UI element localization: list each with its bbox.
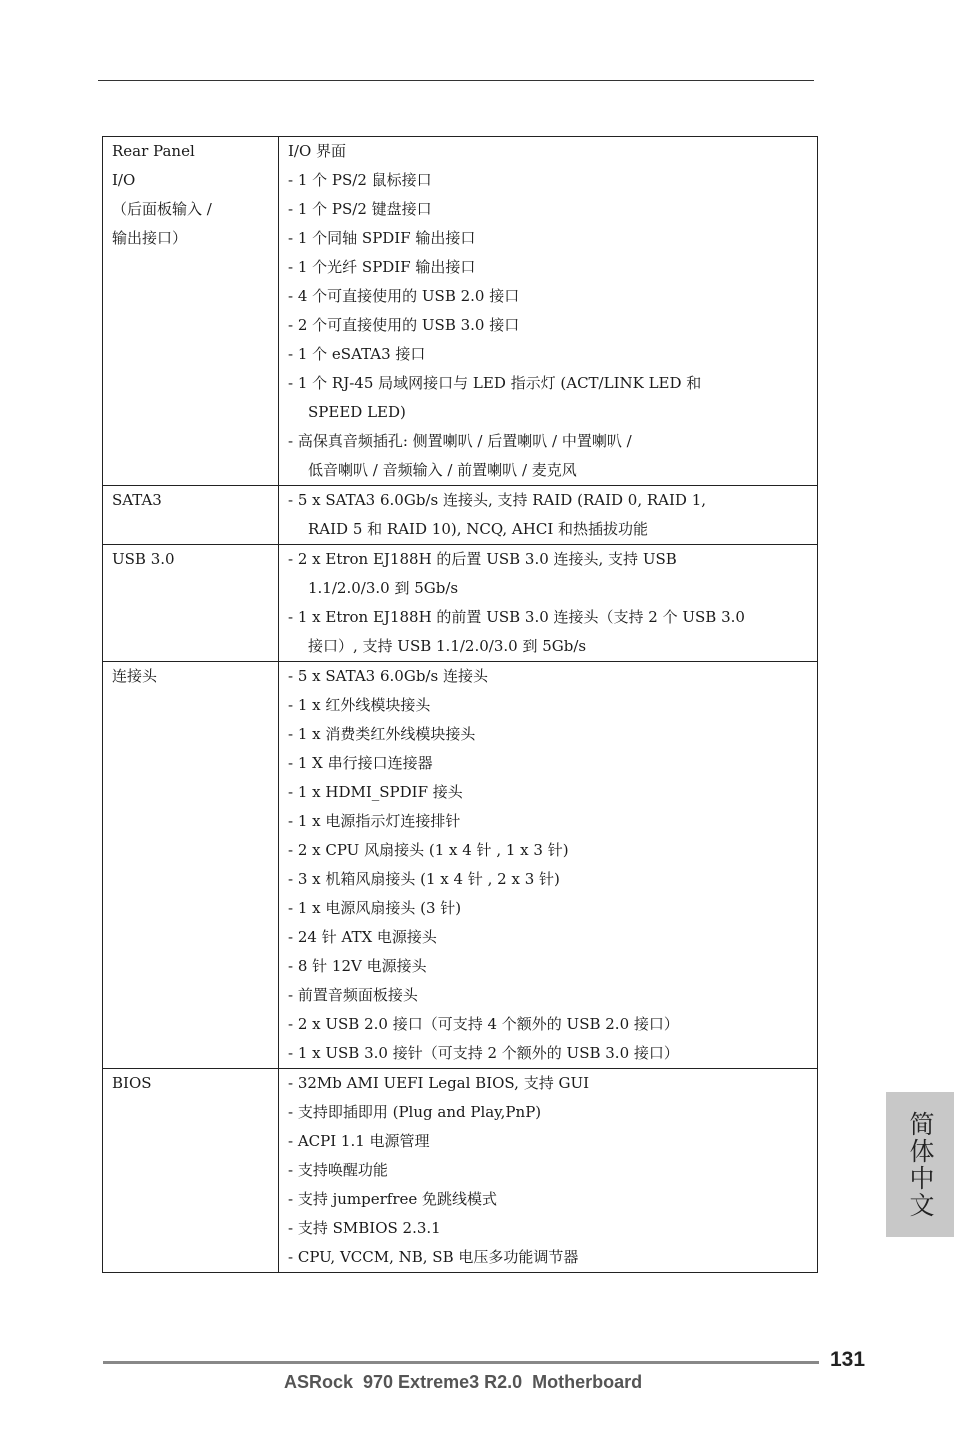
spec-value-line: - 1 x Etron EJ188H 的前置 USB 3.0 连接头（支持 2 个 USB 3.0 bbox=[288, 608, 745, 626]
spec-label: BIOS bbox=[112, 1074, 152, 1092]
page-number: 131 bbox=[830, 1348, 866, 1371]
spec-value-line: - 1 个同轴 SPDIF 输出接口 bbox=[288, 229, 476, 247]
spec-value-line: - 1 个 RJ-45 局域网接口与 LED 指示灯 (ACT/LINK LED 和 bbox=[288, 374, 702, 392]
spec-label-cell bbox=[103, 1069, 279, 1273]
spec-label-cell bbox=[103, 545, 279, 662]
footer-title: ASRock 970 Extreme3 R2.0 Motherboard bbox=[284, 1372, 643, 1392]
spec-value-line: - 1 x 电源指示灯连接排针 bbox=[288, 812, 461, 830]
spec-table-body bbox=[103, 137, 818, 1273]
spec-row bbox=[103, 545, 818, 662]
top-rule bbox=[98, 80, 814, 81]
spec-row bbox=[103, 1069, 818, 1273]
spec-value-line: - 3 x 机箱风扇接头 (1 x 4 针 , 2 x 3 针) bbox=[288, 870, 560, 888]
spec-value-line: - 1 x 电源风扇接头 (3 针) bbox=[288, 899, 462, 917]
spec-label: SATA3 bbox=[112, 491, 162, 509]
spec-value-cell bbox=[279, 137, 818, 486]
spec-value-line: I/O 界面 bbox=[288, 142, 347, 160]
spec-value-line: - 1 x 红外线模块接头 bbox=[288, 696, 431, 714]
spec-value-cell bbox=[279, 486, 818, 545]
spec-value-line: - 支持 jumperfree 免跳线模式 bbox=[288, 1190, 498, 1208]
spec-value-line: - 支持唤醒功能 bbox=[288, 1161, 388, 1179]
spec-value-line: - 支持 SMBIOS 2.3.1 bbox=[288, 1219, 441, 1237]
spec-label: USB 3.0 bbox=[112, 550, 175, 568]
spec-label: 输出接口） bbox=[112, 229, 188, 247]
spec-label: Rear Panel bbox=[112, 142, 195, 160]
spec-value-line: - 2 x USB 2.0 接口（可支持 4 个额外的 USB 2.0 接口） bbox=[288, 1015, 679, 1033]
language-tab-label: 简体中文 bbox=[906, 1110, 935, 1219]
spec-row bbox=[103, 662, 818, 1069]
spec-value-line: 1.1/2.0/3.0 到 5Gb/s bbox=[308, 579, 459, 597]
bottom-rule bbox=[103, 1361, 819, 1364]
spec-value-line: - 8 针 12V 电源接头 bbox=[288, 957, 427, 975]
spec-value-line: - 支持即插即用 (Plug and Play,PnP) bbox=[288, 1103, 542, 1121]
spec-value-line: - 1 个 eSATA3 接口 bbox=[288, 345, 426, 363]
spec-label: （后面板输入 / bbox=[112, 200, 212, 218]
spec-label: 连接头 bbox=[112, 667, 158, 685]
spec-row bbox=[103, 137, 818, 486]
spec-value-line: - 5 x SATA3 6.0Gb/s 连接头 bbox=[288, 667, 488, 685]
spec-value-line: - 1 x 消费类红外线模块接头 bbox=[288, 725, 476, 743]
spec-label-cell bbox=[103, 137, 279, 486]
spec-value-line: 低音喇叭 / 音频输入 / 前置喇叭 / 麦克风 bbox=[308, 461, 577, 479]
spec-value-line: - 32Mb AMI UEFI Legal BIOS, 支持 GUI bbox=[288, 1074, 590, 1092]
spec-value-line: - 2 x Etron EJ188H 的后置 USB 3.0 连接头, 支持 USB bbox=[288, 550, 677, 568]
spec-value-line: - 1 x USB 3.0 接针（可支持 2 个额外的 USB 3.0 接口） bbox=[288, 1044, 679, 1062]
spec-row bbox=[103, 486, 818, 545]
spec-value-line: - 1 x HDMI_SPDIF 接头 bbox=[288, 783, 463, 801]
spec-value-line: - 1 个光纤 SPDIF 输出接口 bbox=[288, 258, 476, 276]
spec-value-line: RAID 5 和 RAID 10), NCQ, AHCI 和热插拔功能 bbox=[308, 520, 649, 538]
spec-label-cell bbox=[103, 662, 279, 1069]
spec-value-line: - 1 X 串行接口连接器 bbox=[288, 754, 433, 772]
spec-value-line: - 高保真音频插孔: 侧置喇叭 / 后置喇叭 / 中置喇叭 / bbox=[288, 432, 632, 450]
language-tab bbox=[886, 1092, 954, 1237]
spec-value-line: - 24 针 ATX 电源接头 bbox=[288, 928, 437, 946]
spec-value-line: - 1 个 PS/2 键盘接口 bbox=[288, 200, 432, 218]
spec-value-line: - 2 x CPU 风扇接头 (1 x 4 针 , 1 x 3 针) bbox=[288, 841, 569, 859]
spec-value-line: - ACPI 1.1 电源管理 bbox=[288, 1132, 430, 1150]
spec-value-cell bbox=[279, 662, 818, 1069]
spec-label-cell bbox=[103, 486, 279, 545]
spec-value-line: 接口）, 支持 USB 1.1/2.0/3.0 到 5Gb/s bbox=[308, 637, 587, 655]
spec-value-line: - 1 个 PS/2 鼠标接口 bbox=[288, 171, 432, 189]
spec-value-line: - 前置音频面板接头 bbox=[288, 986, 418, 1004]
spec-value-line: SPEED LED) bbox=[308, 403, 406, 421]
spec-value-line: - 4 个可直接使用的 USB 2.0 接口 bbox=[288, 287, 520, 305]
spec-value-cell bbox=[279, 1069, 818, 1273]
spec-value-cell bbox=[279, 545, 818, 662]
spec-value-line: - CPU, VCCM, NB, SB 电压多功能调节器 bbox=[288, 1248, 579, 1266]
spec-value-line: - 2 个可直接使用的 USB 3.0 接口 bbox=[288, 316, 520, 334]
spec-value-line: - 5 x SATA3 6.0Gb/s 连接头, 支持 RAID (RAID 0, RAID 1, bbox=[288, 491, 707, 509]
spec-table bbox=[102, 136, 818, 1273]
spec-label: I/O bbox=[112, 171, 136, 189]
